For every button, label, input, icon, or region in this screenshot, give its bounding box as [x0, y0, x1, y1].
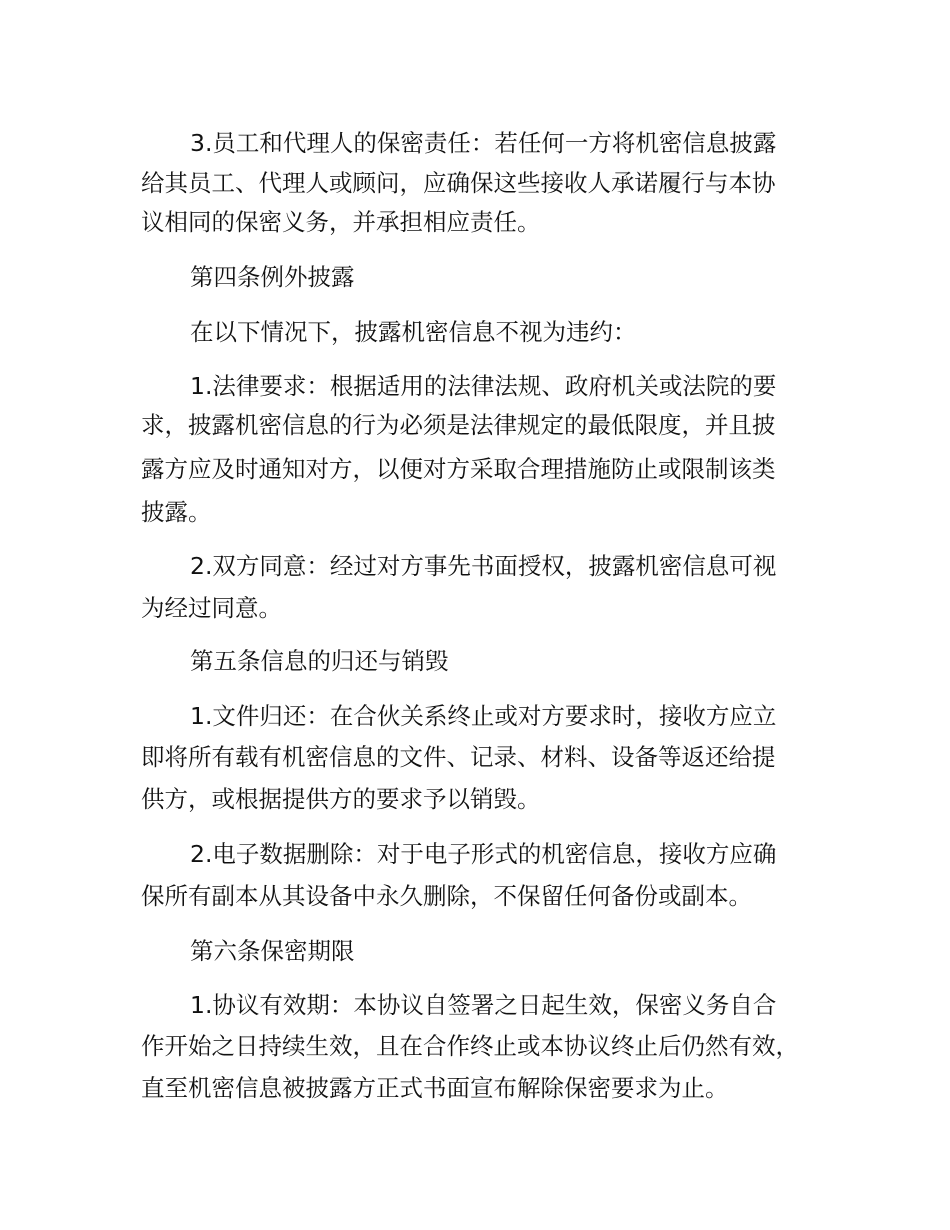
text-line: 披露。: [141, 498, 212, 526]
text-line: 1.法律要求：根据适用的法律法规、政府机关或法院的要: [190, 372, 777, 400]
text-line: 作开始之日持续生效，且在合作终止或本协议终止后仍然有效，: [141, 1032, 799, 1060]
text-line: 2.双方同意：经过对方事先书面授权，披露机密信息可视: [190, 552, 777, 580]
article-4-intro: 在以下情况下，披露机密信息不视为违约：: [190, 318, 637, 346]
article-5-heading: 第五条信息的归还与销毁: [190, 647, 449, 675]
text-line: 议相同的保密义务，并承担相应责任。: [141, 208, 541, 236]
article-4-heading: 第四条例外披露: [190, 263, 355, 291]
text-line: 3.员工和代理人的保密责任：若任何一方将机密信息披露: [190, 129, 777, 157]
text-line: 即将所有载有机密信息的文件、记录、材料、设备等返还给提: [141, 743, 776, 771]
text-line: 求，披露机密信息的行为必须是法律规定的最低限度，并且披: [141, 411, 776, 439]
text-line: 为经过同意。: [141, 594, 282, 622]
text-line: 直至机密信息被披露方正式书面宣布解除保密要求为止。: [141, 1074, 729, 1102]
article-6-heading: 第六条保密期限: [190, 937, 355, 965]
text-line: 保所有副本从其设备中永久删除，不保留任何备份或副本。: [141, 882, 752, 910]
text-line: 供方，或根据提供方的要求予以销毁。: [141, 785, 541, 813]
text-line: 2.电子数据删除：对于电子形式的机密信息，接收方应确: [190, 840, 777, 868]
text-line: 1.协议有效期：本协议自签署之日起生效，保密义务自合: [190, 991, 777, 1019]
text-line: 给其员工、代理人或顾问，应确保这些接收人承诺履行与本协: [141, 169, 776, 197]
text-line: 1.文件归还：在合伙关系终止或对方要求时，接收方应立: [190, 702, 777, 730]
text-line: 露方应及时通知对方，以便对方采取合理措施防止或限制该类: [141, 455, 776, 483]
